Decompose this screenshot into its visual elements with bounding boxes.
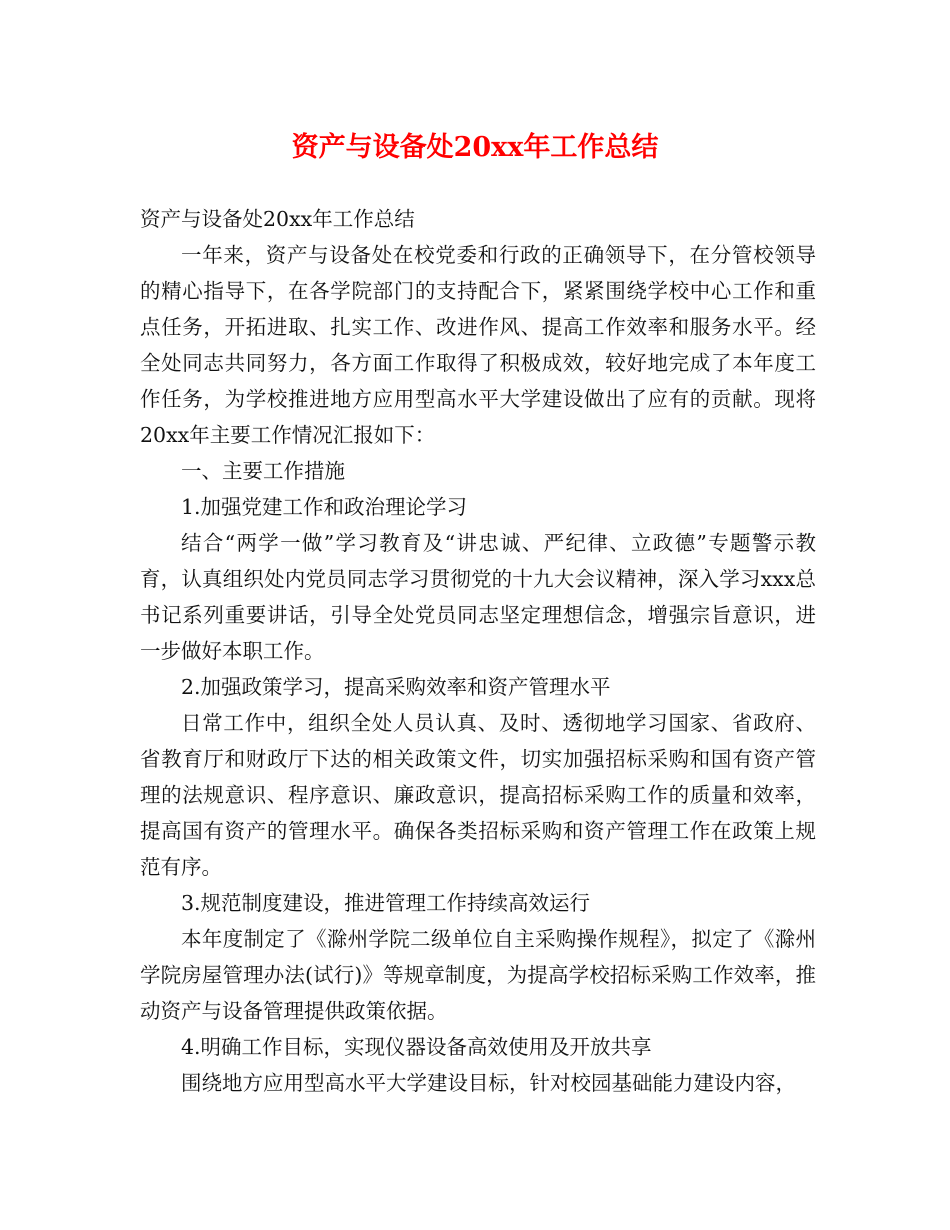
subsection-heading: 1.加强党建工作和政治理论学习 bbox=[181, 495, 468, 519]
body-heading-line: 资产与设备处20xx年工作总结 bbox=[140, 207, 415, 231]
intro-paragraph: 一年来，资产与设备处在校党委和行政的正确领导下，在分管校领导的精心指导下，在各学院部门的支持配合下，紧紧围绕学校中心工作和重点任务，开拓进取、扎实工作、改进作风、提高工作效率和服务水平。经全处同志共同努力，各方面工作取得了积极成效，较好地完成了本年度工作任务，为学校推进地方应用型高水平大学建设做出了应有的贡献。现将20xx年主要工作情况汇报如下： bbox=[140, 243, 816, 447]
section-heading: 一、主要工作措施 bbox=[181, 459, 345, 483]
body-paragraph: 结合“两学一做”学习教育及“讲忠诚、严纪律、立政德”专题警示教育，认真组织处内党员同志学习贯彻党的十九大会议精神，深入学习xxx总书记系列重要讲话，引导全处党员同志坚定理想信念，增强宗旨意识，进一步做好本职工作。 bbox=[140, 531, 816, 663]
document-title: 资产与设备处20xx年工作总结 bbox=[291, 132, 659, 163]
subsection-heading: 2.加强政策学习，提高采购效率和资产管理水平 bbox=[181, 675, 611, 699]
document-body bbox=[140, 201, 816, 1101]
body-paragraph: 本年度制定了《滁州学院二级单位自主采购操作规程》，拟定了《滁州学院房屋管理办法(试行)》等规章制度，为提高学校招标采购工作效率，推动资产与设备管理提供政策依据。 bbox=[140, 927, 816, 1023]
body-paragraph: 围绕地方应用型高水平大学建设目标，针对校园基础能力建设内容， bbox=[181, 1071, 796, 1095]
subsection-heading: 3.规范制度建设，推进管理工作持续高效运行 bbox=[181, 891, 591, 915]
body-paragraph: 日常工作中，组织全处人员认真、及时、透彻地学习国家、省政府、省教育厅和财政厅下达的相关政策文件，切实加强招标采购和国有资产管理的法规意识、程序意识、廉政意识，提高招标采购工作的质量和效率，提高国有资产的管理水平。确保各类招标采购和资产管理工作在政策上规范有序。 bbox=[140, 711, 816, 879]
subsection-heading: 4.明确工作目标，实现仪器设备高效使用及开放共享 bbox=[181, 1035, 652, 1059]
